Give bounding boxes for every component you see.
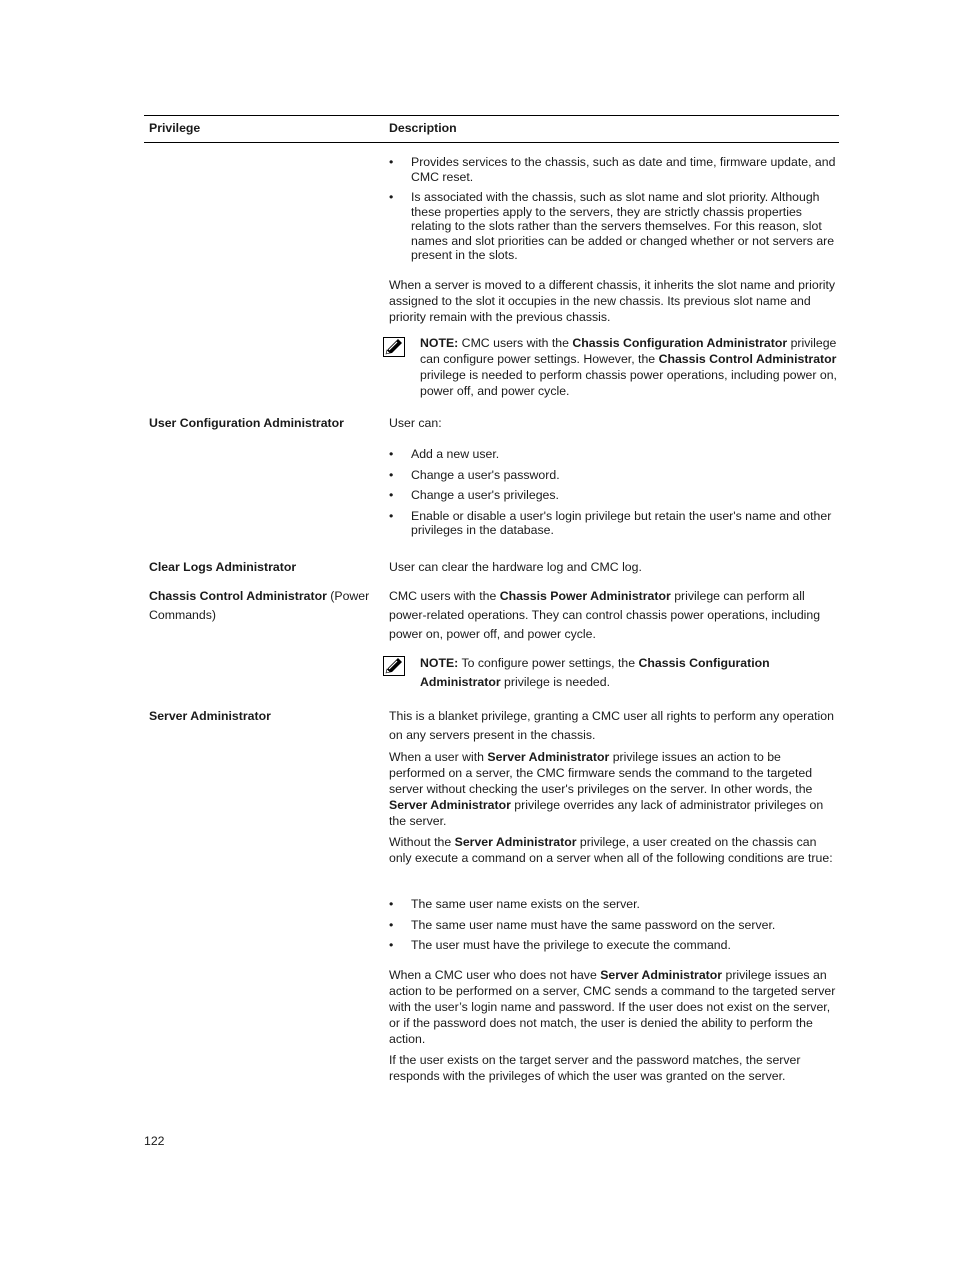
list-item: • The same user name must have the same password on the server. — [389, 917, 776, 932]
row1-bullet-list — [389, 447, 839, 538]
row2-privilege: Clear Logs Administrator — [149, 560, 297, 574]
row4-para2: When a user with Server Administrator privilege issues an action to be performed on a server, the CMC firmware sends the command to the targeted server without checking the user's privileges on the server. In other words, the Server Administrator privilege overrides any lack of administrator privileges on the server. — [389, 750, 824, 828]
row4-privilege: Server Administrator — [149, 709, 271, 723]
list-item: • Add a new user. — [389, 447, 500, 461]
row1-privilege: User Configuration Administrator — [149, 416, 344, 430]
list-item: • Change a user's privileges. — [389, 488, 559, 502]
row0-paragraph: When a server is moved to a different chassis, it inherits the slot name and priority assigned to the slot it occupies in the new chassis. Its previous slot name and priority remain with the previous chassis. — [389, 278, 836, 324]
row4-bullet-list — [389, 897, 839, 953]
list-item: • Enable or disable a user's login privilege but retain the user's name and other privileges in the database. — [389, 508, 832, 537]
list-item: • Change a user's password. — [389, 467, 560, 482]
list-item: • The same user name exists on the server. — [389, 897, 640, 911]
list-item: • The user must have the privilege to execute the command. — [389, 938, 731, 952]
row1-description — [389, 447, 839, 544]
pencil-note-icon — [383, 656, 405, 676]
row0-description — [389, 155, 839, 269]
row3-privilege: Chassis Control Administrator (Power Commands) — [149, 589, 370, 622]
row4-bullets — [389, 897, 839, 959]
row4-para5: If the user exists on the target server and the password matches, the server responds with the privileges of which the user was granted on the server. — [389, 1053, 801, 1083]
row4-para1: This is a blanket privilege, granting a CMC user all rights to perform any operation on any servers present in the chassis. — [389, 709, 834, 742]
row2-description: User can clear the hardware log and CMC log. — [389, 560, 642, 574]
row0-bullet-list — [389, 155, 839, 263]
list-item: • Is associated with the chassis, such as slot name and slot priority. Although these properties apply to the servers, they are strictly chassis properties relating to the slots rather than the servers themselves. For this reason, slot names and slot priorities can be added or changed whether or not servers are present in the slots. — [389, 190, 835, 262]
row0-note: NOTE: CMC users with the Chassis Configuration Administrator privilege can configure power settings. However, the Chassis Control Administrator privilege is needed to perform chassis power operations, including power on, power off, and power cycle. — [383, 335, 839, 399]
table-header — [144, 115, 839, 143]
header-privilege: Privilege — [149, 121, 201, 135]
pencil-note-icon — [383, 337, 405, 357]
row3-description: CMC users with the Chassis Power Administrator privilege can perform all power-related operations. They can control chassis power operations, including power on, power off, and power cycle. — [389, 589, 821, 641]
row4-para4: When a CMC user who does not have Server Administrator privilege issues an action to be performed on a server, CMC sends a command to the targeted server with the user’s login name and password. If the user does not exist on the server, or if the password does not match, the user is denied the ability to perform the action. — [389, 968, 836, 1046]
row4-para3: Without the Server Administrator privilege, a user created on the chassis can only execute a command on a server when all of the following conditions are true: — [389, 835, 833, 865]
list-item: • Provides services to the chassis, such as date and time, firmware update, and CMC reset. — [389, 155, 836, 184]
page-number: 122 — [144, 1134, 165, 1148]
row1-intro: User can: — [389, 416, 442, 430]
row3-note: NOTE: To configure power settings, the Chassis Configuration Administrator privilege is needed. — [383, 654, 839, 692]
header-description: Description — [389, 121, 457, 135]
